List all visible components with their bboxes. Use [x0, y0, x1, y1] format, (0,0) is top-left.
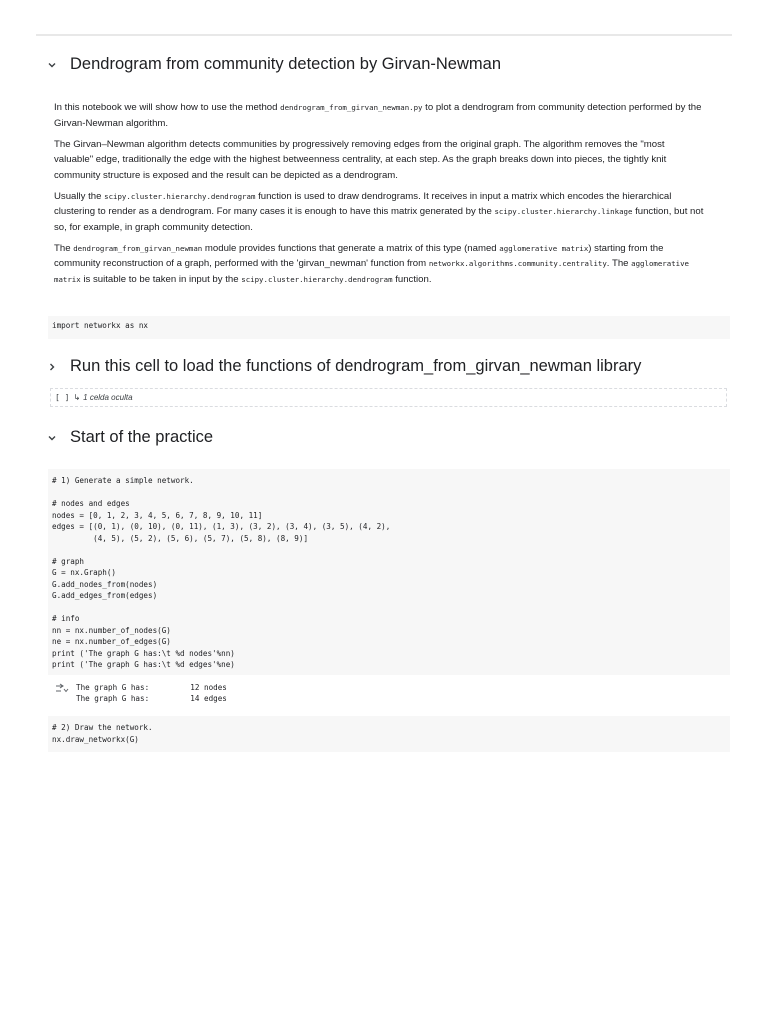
code-cell-draw-network[interactable] — [48, 716, 730, 752]
code-text[interactable]: # 2) Draw the network. nx.draw_networkx(G) — [52, 723, 153, 744]
arrow-icon: ↳ — [73, 393, 81, 402]
hidden-cells-indicator[interactable] — [50, 388, 727, 407]
run-bracket: [ ] — [55, 393, 70, 402]
output-text: The graph G has: 12 nodes The graph G has: 14 edges — [76, 683, 227, 703]
section-title: Dendrogram from community detection by Girvan-Newman — [70, 55, 501, 73]
chevron-down-icon[interactable] — [46, 59, 58, 71]
hidden-cells-label: 1 celda oculta — [83, 393, 133, 402]
intro-text-cell — [54, 100, 704, 293]
section-title: Start of the practice — [70, 428, 214, 446]
section-header-dendrogram[interactable] — [46, 55, 501, 74]
intro-paragraph-4: The dendrogram_from_girvan_newman module provides functions that generate a matrix of this type (named agglomerative matrix) starting from the community reconstruction of a graph, performed with the 'girvan_newman' function from networkx.algorithms.community.centrality. The agglomerative matrix is suitable to be taken in input by the scipy.cluster.hierarchy.dendrogram function. — [54, 242, 690, 285]
section-header-load-library[interactable] — [46, 357, 641, 376]
code-text[interactable]: # 1) Generate a simple network. # nodes and edges nodes = [0, 1, 2, 3, 4, 5, 6, 7, 8, 9, 10, 11] edges = [(0, 1), (0, 10), (0, 11), (1, 3), (3, 2), (3, 4), (3, 5), (4, 2), (4, 5), (5, 2), (5, 6), (5, 7), (5, 8), (8, 9)] # graph G = nx.Graph() G.add_nodes_from(nodes) G.add_edges_from(edges) # info nn = nx.number_of_nodes(G) ne = nx.number_of_edges(G) print ('The graph G has:\t %d nodes'%nn) print ('The graph G has:\t %d edges'%ne) — [52, 476, 391, 669]
intro-paragraph-3: Usually the scipy.cluster.hierarchy.dendrogram function is used to draw dendrograms. It receives in input a matrix which encodes the hierarchical clustering to render as a dendrogram. For many cases it is enough to have this matrix generated by the scipy.cluster.hierarchy.linkage function, but not so, for example, in graph community detection. — [54, 190, 704, 233]
intro-paragraph-1: In this notebook we will show how to use the method dendrogram_from_girvan_newman.py to plot a dendrogram from community detection performed by the Girvan-Newman algorithm. — [54, 102, 702, 129]
cell-output — [54, 682, 227, 704]
chevron-right-icon[interactable] — [46, 361, 58, 373]
section-title: Run this cell to load the functions of dendrogram_from_girvan_newman library — [70, 357, 642, 375]
code-text[interactable]: import networkx as nx — [52, 321, 149, 330]
top-divider — [36, 34, 732, 36]
section-header-practice[interactable] — [46, 428, 213, 447]
output-toggle-icon[interactable] — [54, 682, 70, 694]
intro-paragraph-2: The Girvan–Newman algorithm detects communities by progressively removing edges from the original graph. The algorithm removes the "most valuable" edge, traditionally the edge with the highest betweenness centrality, at each step. As the graph breaks down into pieces, the tightly knit community structure is exposed and the result can be depicted as a dendrogram. — [54, 138, 667, 181]
chevron-down-icon[interactable] — [46, 432, 58, 444]
code-cell-generate-network[interactable] — [48, 469, 730, 675]
code-cell-import[interactable] — [48, 316, 730, 339]
